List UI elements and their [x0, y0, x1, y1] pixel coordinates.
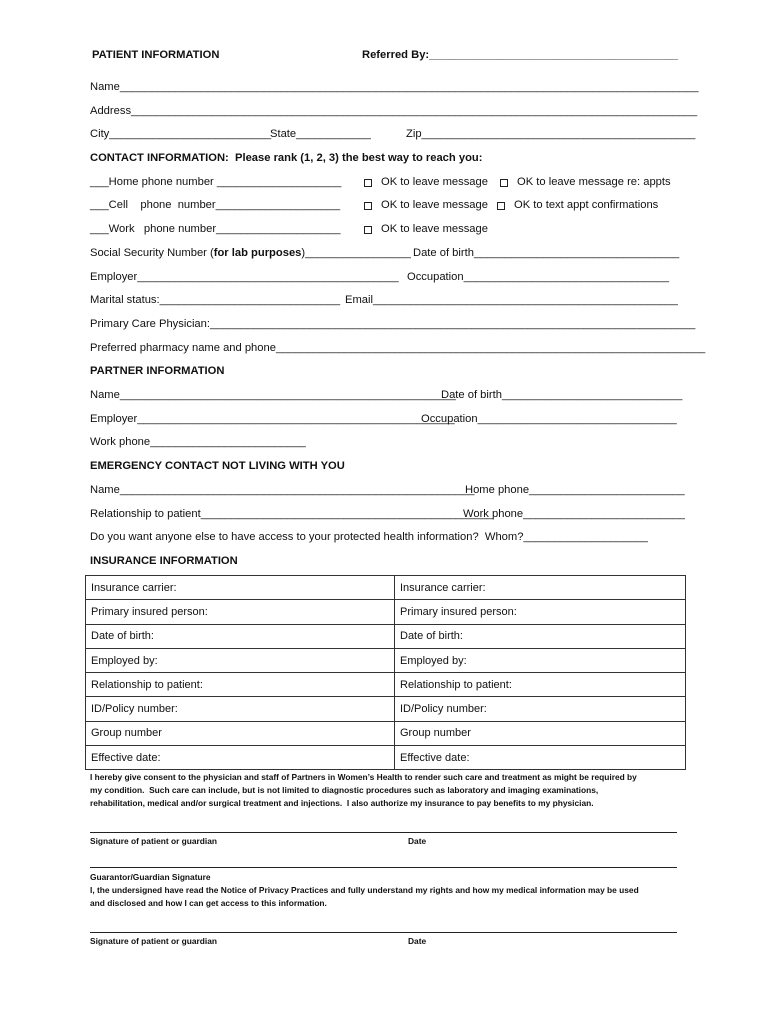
referred-by-field[interactable]: Referred By:________________________________________: [362, 49, 679, 61]
partner-heading: PARTNER INFORMATION: [90, 365, 225, 377]
cell-ok-label: OK to leave message: [381, 199, 488, 211]
privacy-line-1: I, the undersigned have read the Notice of Privacy Practices and fully understand my rights and how my medical information may be used: [90, 885, 639, 895]
patient-state-field[interactable]: State____________: [270, 128, 371, 140]
table-cell[interactable]: Effective date:: [86, 746, 395, 770]
emergency-name-field[interactable]: Name_________________________________________________________: [90, 484, 475, 496]
consent-line-3: rehabilitation, medical and/or surgical treatment and injections. I also authorize my insurance to pay benefits to my physician.: [90, 798, 594, 808]
table-cell[interactable]: Relationship to patient:: [395, 673, 686, 697]
dob-field[interactable]: Date of birth_________________________________: [413, 247, 680, 259]
ssn-label-pre: Social Security Number (: [90, 247, 214, 259]
date-label-1: Date: [408, 836, 427, 846]
emergency-heading: EMERGENCY CONTACT NOT LIVING WITH YOU: [90, 460, 345, 472]
table-row: [86, 600, 686, 624]
table-cell[interactable]: Date of birth:: [86, 624, 395, 648]
work-phone-field[interactable]: ___Work phone number____________________: [90, 223, 341, 235]
occupation-field[interactable]: Occupation_________________________________: [407, 271, 669, 283]
ssn-label-bold: for lab purposes: [213, 247, 302, 259]
cell-text-label: OK to text appt confirmations: [514, 199, 659, 211]
signature-label-1: Signature of patient or guardian: [90, 836, 218, 846]
table-cell[interactable]: Primary insured person:: [86, 600, 395, 624]
guarantor-label: Guarantor/Guardian Signature: [90, 872, 211, 882]
date-label-2: Date: [408, 936, 427, 946]
insurance-table: [85, 575, 686, 770]
table-cell[interactable]: Primary insured person:: [395, 600, 686, 624]
cell-phone-field[interactable]: ___Cell phone number____________________: [90, 199, 341, 211]
patient-zip-field[interactable]: Zip____________________________________________: [406, 128, 696, 140]
table-cell[interactable]: ID/Policy number:: [395, 697, 686, 721]
privacy-line-2: and disclosed and how I can get access to this information.: [90, 898, 327, 908]
page-title: PATIENT INFORMATION: [92, 49, 220, 61]
patient-address-field[interactable]: Address___________________________________________________________________________________________: [90, 105, 698, 117]
signature-line-1[interactable]: [90, 832, 677, 833]
table-row: [86, 648, 686, 672]
cell-ok-checkbox[interactable]: [364, 202, 372, 210]
ssn-label-post: )_________________: [301, 247, 411, 259]
emergency-home-phone-field[interactable]: Home phone_________________________: [465, 484, 685, 496]
work-ok-label: OK to leave message: [381, 223, 488, 235]
table-row: [86, 697, 686, 721]
table-cell[interactable]: Insurance carrier:: [395, 576, 686, 600]
pharmacy-field[interactable]: Preferred pharmacy name and phone_____________________________________________________________________: [90, 342, 706, 354]
work-ok-checkbox[interactable]: [364, 226, 372, 234]
emergency-work-phone-field[interactable]: Work phone__________________________: [463, 508, 685, 520]
partner-employer-field[interactable]: Employer___________________________________________________: [90, 413, 455, 425]
table-cell[interactable]: Group number: [86, 721, 395, 745]
home-ok-label: OK to leave message: [381, 176, 488, 188]
contact-heading: CONTACT INFORMATION: Please rank (1, 2, 3) the best way to reach you:: [90, 152, 483, 164]
table-cell[interactable]: Group number: [395, 721, 686, 745]
ssn-field[interactable]: [90, 246, 411, 260]
marital-status-field[interactable]: Marital status:_____________________________: [90, 294, 341, 306]
guarantor-signature-line[interactable]: [90, 867, 677, 868]
patient-city-field[interactable]: City__________________________: [90, 128, 272, 140]
table-row: [86, 673, 686, 697]
home-ok-appts-label: OK to leave message re: appts: [517, 176, 671, 188]
cell-text-checkbox[interactable]: [497, 202, 505, 210]
employer-field[interactable]: Employer__________________________________________: [90, 271, 399, 283]
table-cell[interactable]: Relationship to patient:: [86, 673, 395, 697]
table-cell[interactable]: Effective date:: [395, 746, 686, 770]
table-row: [86, 576, 686, 600]
table-row: [86, 746, 686, 770]
partner-work-phone-field[interactable]: Work phone_________________________: [90, 436, 306, 448]
email-field[interactable]: Email_________________________________________________: [345, 294, 678, 306]
partner-name-field[interactable]: Name______________________________________________________: [90, 389, 456, 401]
insurance-heading: INSURANCE INFORMATION: [90, 555, 238, 567]
consent-line-2: my condition. Such care can include, but is not limited to diagnostic procedures such as laboratory and imaging examinations,: [90, 785, 599, 795]
table-cell[interactable]: Employed by:: [86, 648, 395, 672]
table-row: [86, 721, 686, 745]
emergency-relationship-field[interactable]: Relationship to patient_______________________________________________: [90, 508, 494, 520]
signature-label-2: Signature of patient or guardian: [90, 936, 218, 946]
home-phone-field[interactable]: ___Home phone number ____________________: [90, 176, 342, 188]
consent-line-1: I hereby give consent to the physician and staff of Partners in Women’s Health to render such care and treatment as might be required by: [90, 772, 637, 782]
table-row: [86, 624, 686, 648]
home-ok-appts-checkbox[interactable]: [500, 179, 508, 187]
access-question-field[interactable]: Do you want anyone else to have access to your protected health information? Whom?____________________: [90, 531, 648, 543]
table-cell[interactable]: Date of birth:: [395, 624, 686, 648]
table-cell[interactable]: Insurance carrier:: [86, 576, 395, 600]
table-cell[interactable]: Employed by:: [395, 648, 686, 672]
home-ok-checkbox[interactable]: [364, 179, 372, 187]
signature-line-2[interactable]: [90, 932, 677, 933]
partner-dob-field[interactable]: Date of birth_____________________________: [441, 389, 683, 401]
partner-occupation-field[interactable]: Occupation________________________________: [421, 413, 677, 425]
table-cell[interactable]: ID/Policy number:: [86, 697, 395, 721]
pcp-field[interactable]: Primary Care Physician:______________________________________________________________________________: [90, 318, 696, 330]
patient-name-field[interactable]: Name_____________________________________________________________________________________________: [90, 81, 699, 93]
